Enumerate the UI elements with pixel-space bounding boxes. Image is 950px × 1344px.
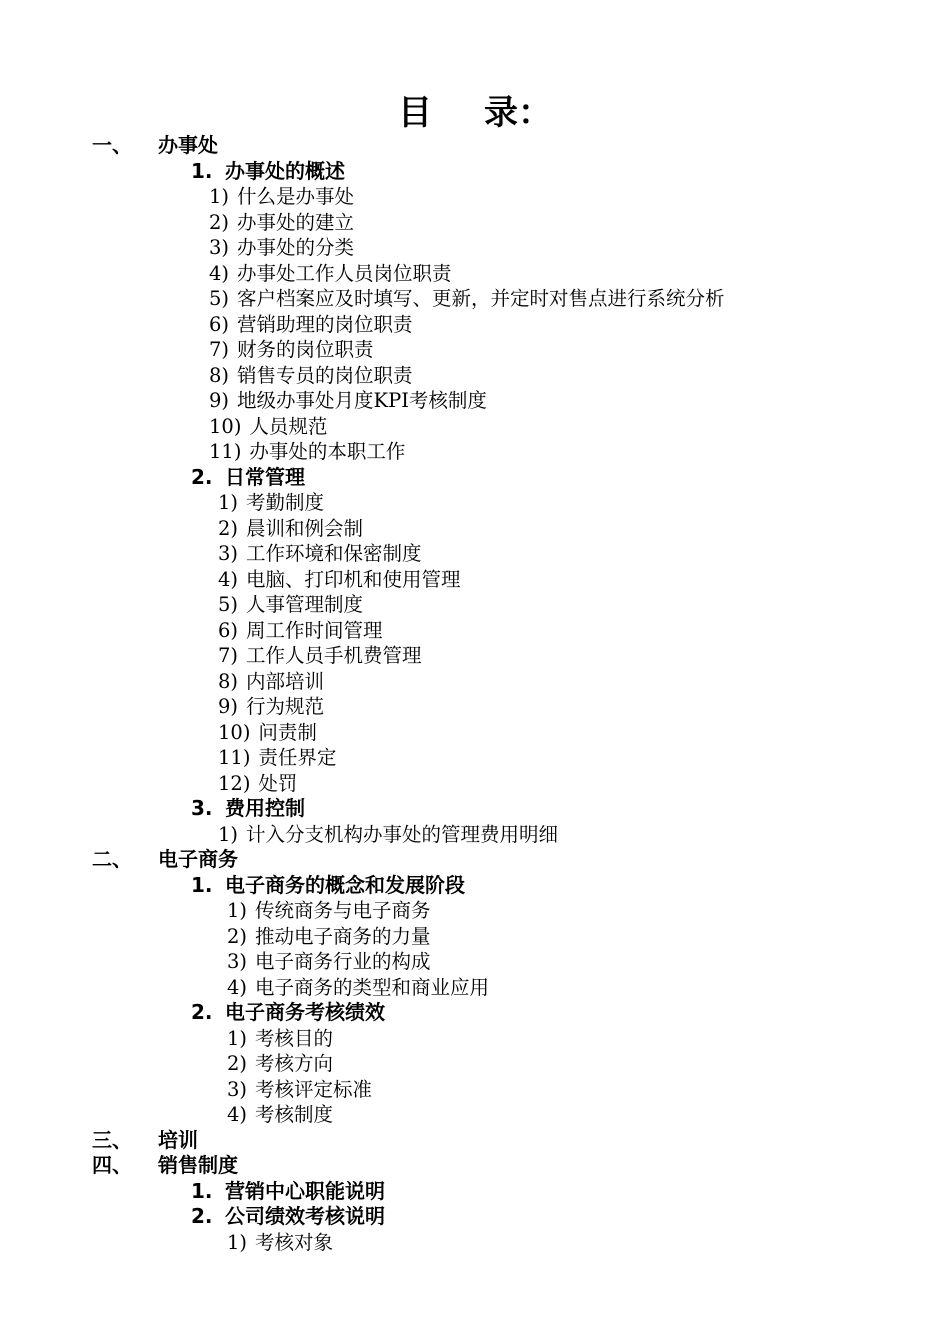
toc-entry-number: 9) [218, 695, 239, 718]
toc-entry-text: 日常管理 [225, 464, 305, 489]
toc-entry-number: 11) [209, 440, 242, 463]
toc-entry-level-3 [218, 618, 383, 643]
toc-entry-text: 考核评定标准 [255, 1077, 373, 1101]
toc-entry-text: 办事处的建立 [237, 210, 355, 234]
toc-entry-level-2 [191, 465, 305, 490]
toc-entry-number: 4) [227, 975, 248, 999]
toc-entry-number: 2) [218, 516, 239, 540]
toc-entry-level-1 [92, 133, 218, 158]
toc-entry-text: 内部培训 [246, 669, 325, 693]
toc-entry-level-3 [227, 898, 431, 923]
toc-entry-level-3 [227, 975, 489, 1000]
toc-entry-level-1 [92, 1153, 238, 1178]
toc-entry-number: 4) [209, 261, 230, 285]
toc-entry-level-1 [92, 847, 238, 872]
toc-entry-text: 财务的岗位职责 [237, 338, 374, 361]
toc-entry-level-3 [209, 235, 354, 260]
toc-entry-number: 12) [218, 771, 251, 795]
toc-entry-number: 4) [218, 567, 239, 591]
toc-entry-text: 考核制度 [255, 1103, 334, 1126]
toc-entry-text: 晨训和例会制 [246, 516, 364, 540]
toc-entry-number: 四、 [92, 1153, 132, 1177]
toc-entry-text: 营销中心职能说明 [225, 1178, 385, 1203]
toc-entry-number: 1) [227, 1026, 248, 1050]
toc-entry-text: 责任界定 [258, 746, 337, 769]
toc-entry-text: 销售制度 [158, 1153, 238, 1177]
toc-entry-text: 电脑、打印机和使用管理 [246, 567, 461, 591]
toc-entry-level-3 [209, 414, 327, 439]
toc-entry-number: 2) [227, 1052, 248, 1075]
toc-entry-number: 5) [218, 593, 239, 616]
toc-entry-level-3 [218, 771, 297, 796]
toc-entry-text: 地级办事处月度KPI考核制度 [237, 389, 487, 412]
toc-entry-level-2 [191, 159, 345, 184]
toc-entry-level-3 [227, 1077, 372, 1102]
toc-entry-text: 客户档案应及时填写、更新，并定时对售点进行系统分析 [237, 287, 725, 310]
toc-entry-level-2 [191, 796, 305, 821]
toc-entry-text: 电子商务的概念和发展阶段 [225, 872, 465, 897]
toc-entry-number: 2. [191, 464, 213, 489]
toc-entry-level-3 [218, 490, 324, 515]
toc-entry-level-3 [218, 745, 336, 770]
toc-entry-text: 费用控制 [225, 796, 305, 820]
toc-entry-number: 二、 [92, 847, 132, 871]
toc-entry-level-3 [218, 516, 363, 541]
toc-entry-level-2 [191, 873, 465, 898]
toc-entry-text: 工作环境和保密制度 [246, 542, 422, 565]
toc-entry-level-3 [209, 312, 413, 337]
toc-entry-level-3 [209, 210, 354, 235]
page-title [0, 93, 950, 133]
toc-entry-level-3 [227, 1102, 333, 1127]
title-main: 目 [398, 93, 432, 133]
toc-entry-level-3 [209, 363, 413, 388]
toc-entry-text: 办事处的概述 [225, 158, 345, 183]
toc-entry-text: 电子商务行业的构成 [255, 950, 431, 973]
toc-entry-number: 1. [191, 158, 213, 183]
toc-entry-number: 3) [227, 950, 248, 973]
toc-entry-level-3 [227, 949, 431, 974]
toc-entry-text: 计入分支机构办事处的管理费用明细 [246, 822, 559, 846]
toc-entry-text: 人员规范 [249, 414, 328, 438]
toc-entry-text: 考勤制度 [246, 491, 325, 514]
toc-entry-level-3 [218, 694, 324, 719]
toc-entry-number: 7) [209, 338, 230, 361]
toc-entry-level-3 [218, 541, 422, 566]
toc-entry-number: 1) [227, 899, 248, 922]
toc-entry-level-3 [209, 184, 354, 209]
toc-entry-number: 3) [218, 542, 239, 565]
toc-entry-text: 办事处 [158, 133, 218, 157]
toc-entry-number: 6) [218, 618, 239, 642]
toc-entry-number: 2. [191, 1204, 213, 1228]
toc-entry-text: 推动电子商务的力量 [255, 924, 431, 948]
toc-entry-number: 1. [191, 1178, 213, 1203]
toc-entry-number: 2. [191, 1000, 213, 1024]
title-rest: 录： [484, 93, 552, 133]
toc-entry-level-3 [227, 1230, 333, 1255]
toc-entry-text: 工作人员手机费管理 [246, 644, 422, 667]
toc-entry-number: 1) [218, 822, 239, 846]
toc-entry-level-3 [209, 261, 452, 286]
toc-entry-text: 营销助理的岗位职责 [237, 312, 413, 336]
toc-entry-level-3 [227, 924, 431, 949]
toc-entry-number: 10) [218, 720, 251, 744]
toc-entry-level-1 [92, 1128, 198, 1153]
toc-entry-text: 问责制 [258, 720, 317, 744]
toc-entry-text: 办事处的本职工作 [249, 440, 406, 463]
toc-entry-level-3 [227, 1051, 333, 1076]
toc-entry-number: 2) [227, 924, 248, 948]
toc-entry-number: 5) [209, 287, 230, 310]
toc-entry-level-3 [218, 643, 422, 668]
toc-entry-text: 考核对象 [255, 1230, 334, 1254]
toc-entry-text: 考核方向 [255, 1052, 334, 1075]
toc-entry-text: 人事管理制度 [246, 593, 364, 616]
toc-entry-level-3 [209, 286, 725, 311]
toc-entry-text: 培训 [158, 1127, 198, 1152]
toc-entry-number: 1. [191, 872, 213, 897]
toc-entry-number: 1) [218, 491, 239, 514]
toc-entry-level-2 [191, 1000, 385, 1025]
toc-entry-level-3 [227, 1026, 333, 1051]
toc-entry-text: 销售专员的岗位职责 [237, 363, 413, 387]
toc-entry-number: 11) [218, 746, 251, 769]
toc-entry-text: 电子商务的类型和商业应用 [255, 975, 490, 999]
toc-entry-text: 什么是办事处 [237, 185, 355, 208]
toc-entry-text: 电子商务考核绩效 [225, 1000, 385, 1024]
toc-entry-text: 传统商务与电子商务 [255, 899, 431, 922]
toc-entry-level-3 [218, 822, 558, 847]
toc-entry-level-3 [209, 439, 405, 464]
toc-entry-text: 办事处工作人员岗位职责 [237, 261, 452, 285]
toc-entry-level-3 [218, 720, 317, 745]
toc-entry-number: 1) [209, 185, 230, 208]
toc-entry-level-3 [209, 337, 374, 362]
toc-entry-number: 2) [209, 210, 230, 234]
toc-entry-text: 处罚 [258, 771, 298, 795]
toc-entry-number: 三、 [92, 1127, 132, 1152]
toc-entry-text: 行为规范 [246, 695, 325, 718]
toc-entry-level-2 [191, 1179, 385, 1204]
toc-entry-level-3 [209, 388, 487, 413]
toc-entry-level-3 [218, 669, 324, 694]
toc-entry-text: 办事处的分类 [237, 236, 355, 259]
toc-entry-number: 7) [218, 644, 239, 667]
toc-entry-number: 一、 [92, 133, 132, 157]
toc-entry-level-3 [218, 592, 363, 617]
toc-entry-text: 周工作时间管理 [246, 618, 383, 642]
toc-entry-number: 10) [209, 414, 242, 438]
toc-entry-number: 8) [209, 363, 230, 387]
toc-entry-number: 3) [227, 1077, 248, 1101]
toc-entry-text: 电子商务 [158, 847, 238, 871]
toc-entry-level-3 [218, 567, 461, 592]
toc-entry-number: 8) [218, 669, 239, 693]
toc-entry-number: 1) [227, 1230, 248, 1254]
toc-entry-number: 3. [191, 796, 213, 820]
toc-entry-number: 3) [209, 236, 230, 259]
toc-entry-number: 4) [227, 1103, 248, 1126]
toc-entry-text: 公司绩效考核说明 [225, 1204, 385, 1228]
toc-entry-number: 6) [209, 312, 230, 336]
toc-entry-level-2 [191, 1204, 385, 1229]
toc-entry-number: 9) [209, 389, 230, 412]
toc-entry-text: 考核目的 [255, 1026, 334, 1050]
